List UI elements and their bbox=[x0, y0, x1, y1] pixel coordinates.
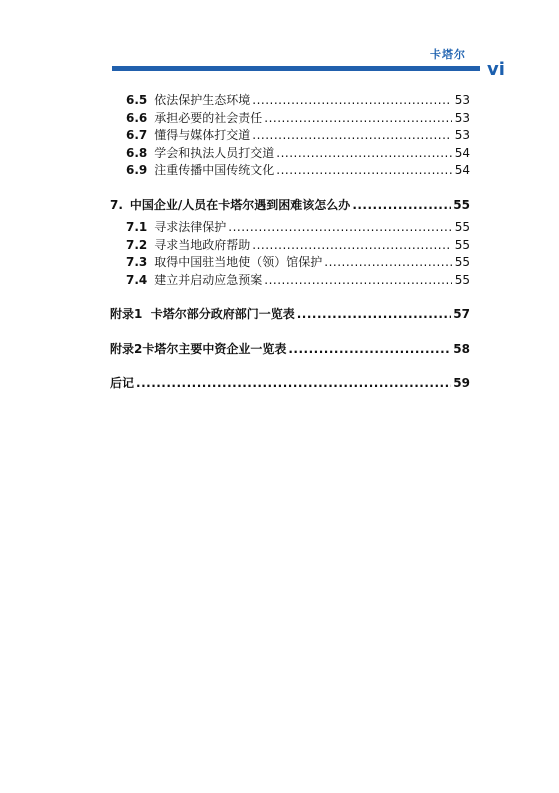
table-of-contents bbox=[110, 92, 470, 393]
toc-page: 55 bbox=[454, 272, 470, 287]
toc-leader bbox=[288, 341, 451, 359]
toc-leader bbox=[264, 272, 452, 290]
toc-leader bbox=[136, 375, 451, 393]
toc-page: 55 bbox=[453, 197, 470, 212]
toc-entry-afterword[interactable] bbox=[110, 375, 470, 393]
toc-number: 6.8 bbox=[126, 145, 148, 160]
toc-number: 7.4 bbox=[126, 272, 148, 287]
toc-page: 57 bbox=[453, 307, 470, 321]
toc-page: 55 bbox=[454, 255, 470, 269]
toc-page: 58 bbox=[453, 341, 470, 356]
toc-number: 6.6 bbox=[126, 110, 148, 125]
toc-entry-6-6[interactable] bbox=[110, 110, 470, 128]
toc-leader bbox=[276, 162, 452, 180]
toc-page: 54 bbox=[454, 145, 470, 160]
toc-title: 学会和执法人员打交道 bbox=[154, 145, 275, 160]
toc-page: 59 bbox=[453, 376, 470, 390]
toc-title: 建立并启动应急预案 bbox=[154, 272, 263, 287]
toc-leader bbox=[297, 306, 452, 324]
toc-entry-6-9[interactable] bbox=[110, 162, 470, 180]
toc-entry-6-5[interactable] bbox=[110, 92, 470, 110]
toc-leader bbox=[252, 92, 452, 110]
toc-page: 54 bbox=[454, 163, 470, 177]
toc-title: 中国企业/人员在卡塔尔遇到困难该怎么办 bbox=[129, 197, 351, 212]
toc-entry-6-7[interactable] bbox=[110, 127, 470, 145]
toc-leader bbox=[264, 110, 452, 128]
toc-title: 附录2卡塔尔主要中资企业一览表 bbox=[110, 341, 287, 356]
toc-entry-7-1[interactable] bbox=[110, 219, 470, 237]
toc-entry-appendix-2[interactable] bbox=[110, 341, 470, 359]
toc-number: 7.1 bbox=[126, 220, 148, 234]
toc-page: 53 bbox=[454, 93, 470, 107]
toc-title: 承担必要的社会责任 bbox=[154, 110, 263, 125]
toc-leader bbox=[252, 237, 452, 255]
toc-title: 附录1 卡塔尔部分政府部门一览表 bbox=[110, 307, 295, 321]
toc-number: 6.5 bbox=[126, 93, 148, 107]
header-rule bbox=[112, 66, 480, 71]
toc-number: 7.3 bbox=[126, 255, 148, 269]
toc-leader bbox=[324, 254, 452, 272]
toc-leader bbox=[276, 145, 452, 163]
toc-leader bbox=[252, 127, 452, 145]
toc-page: 55 bbox=[454, 237, 470, 252]
toc-page: 53 bbox=[454, 128, 470, 142]
toc-leader bbox=[352, 197, 451, 215]
toc-title: 取得中国驻当地使（领）馆保护 bbox=[154, 255, 323, 269]
toc-entry-7-2[interactable] bbox=[110, 237, 470, 255]
toc-title: 懂得与媒体打交道 bbox=[154, 128, 251, 142]
toc-entry-6-8[interactable] bbox=[110, 145, 470, 163]
toc-entry-7-3[interactable] bbox=[110, 254, 470, 272]
toc-leader bbox=[228, 219, 452, 237]
toc-page: 55 bbox=[454, 220, 470, 234]
toc-number: 7.2 bbox=[126, 237, 148, 252]
running-title: 卡塔尔 bbox=[430, 48, 466, 61]
page-number: vi bbox=[487, 59, 505, 80]
toc-title: 注重传播中国传统文化 bbox=[154, 163, 275, 177]
toc-entry-7-4[interactable] bbox=[110, 272, 470, 290]
toc-title: 寻求法律保护 bbox=[154, 220, 227, 234]
toc-number: 7. bbox=[110, 197, 123, 212]
toc-number: 6.9 bbox=[126, 163, 148, 177]
toc-title: 寻求当地政府帮助 bbox=[154, 237, 251, 252]
toc-page: 53 bbox=[454, 110, 470, 125]
toc-number: 6.7 bbox=[126, 128, 148, 142]
toc-entry-chapter-7[interactable] bbox=[110, 197, 470, 215]
toc-title: 后记 bbox=[110, 376, 135, 390]
toc-entry-appendix-1[interactable] bbox=[110, 306, 470, 324]
toc-title: 依法保护生态环境 bbox=[154, 93, 251, 107]
